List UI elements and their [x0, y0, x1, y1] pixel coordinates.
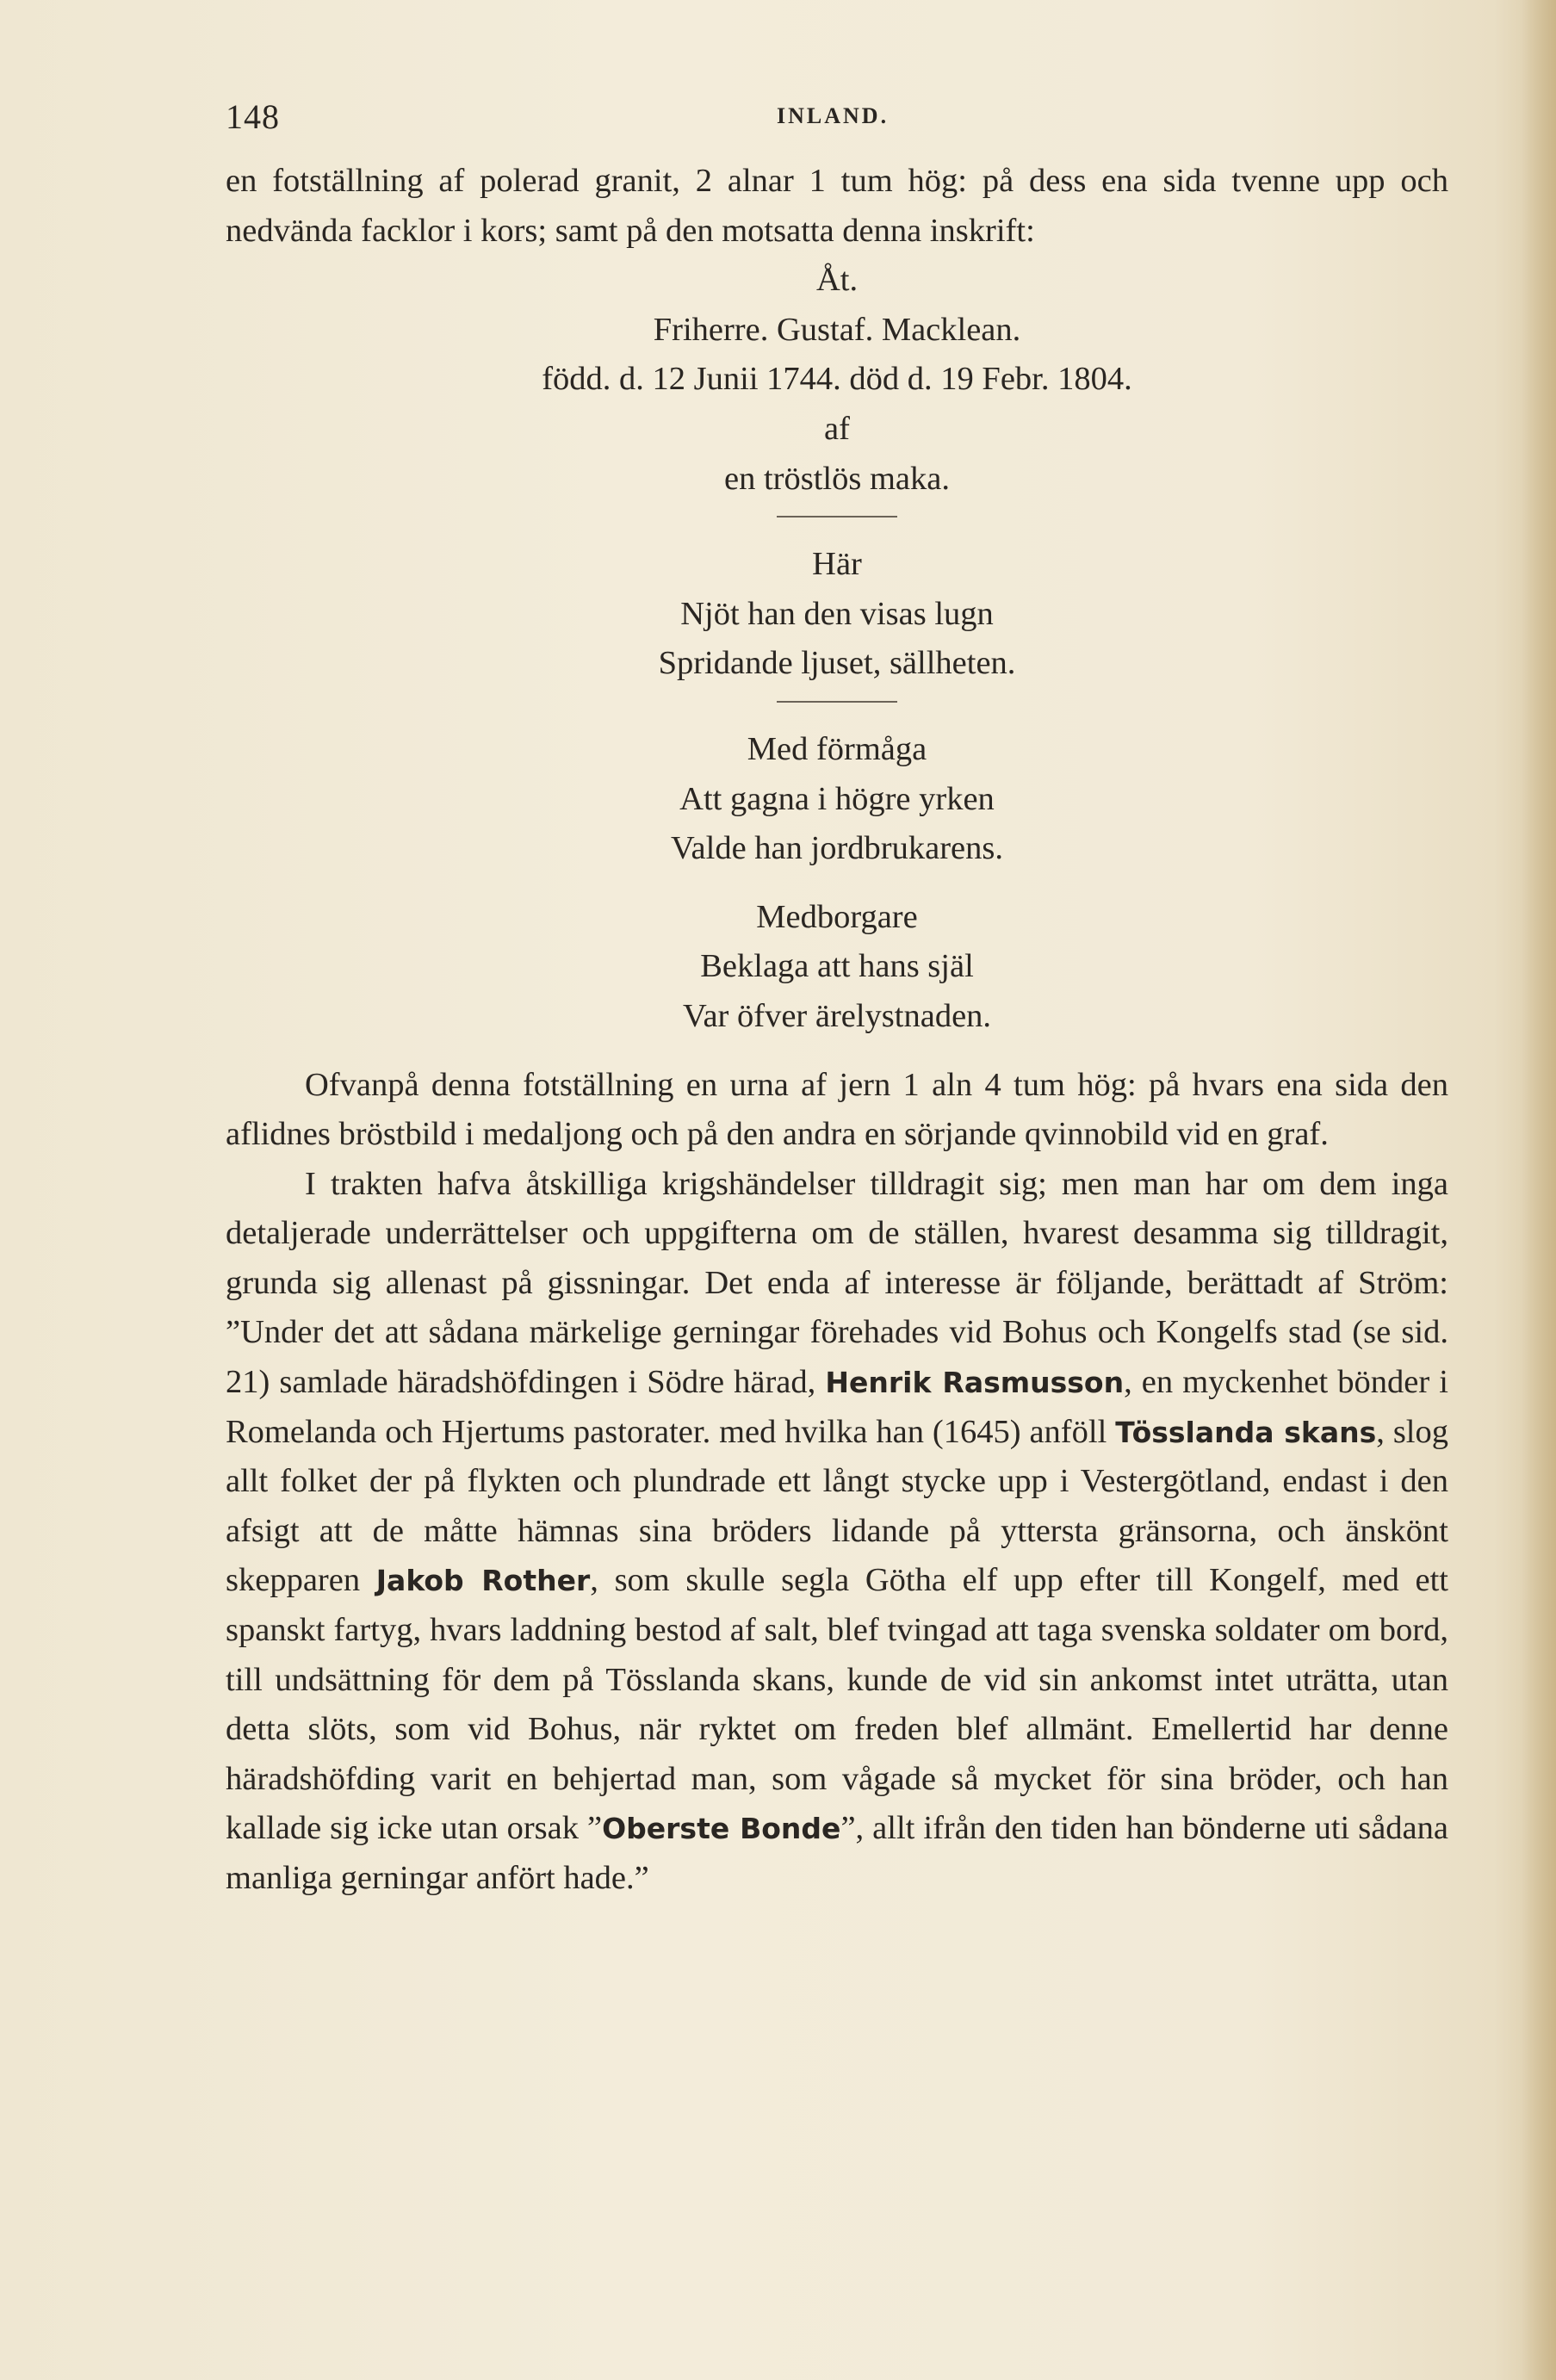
intro-paragraph: en fotställning af polerad granit, 2 alnar 1 tum hög: på dess ena sida tvenne upp och nedvända facklor i kors; samt på den motsatta denna inskrift:	[226, 163, 1448, 249]
inscription-line: Här	[812, 546, 862, 583]
place-name: Tösslanda skans	[1115, 1415, 1377, 1449]
paragraph-urn: Ofvanpå denna fotställning en urna af jern 1 aln 4 tum hög: på hvars ena sida den aflidnes bröstbild i medaljong och på den andra en sörjande qvinnobild vid en graf.	[226, 1066, 1448, 1153]
inscription-line: Spridande ljuset, sällheten.	[658, 645, 1016, 682]
inscription-block-verse-3	[226, 893, 1448, 1042]
divider-rule	[777, 516, 897, 518]
inscription-line: Friherre. Gustaf. Macklean.	[653, 311, 1021, 348]
person-name: Henrik Rasmusson	[825, 1366, 1125, 1400]
body-text: I trakten hafva åtskilliga krigshändelser tilldragit sig; men man har om dem inga detaljerade underrättelser och uppgifterna om de ställen, hvarest desamma sig tilldragit, grunda sig allenast på gissningar. Det enda af interesse är följande, berättadt af Ström: ”Under det att sådana märkelige gerningar förehades vid Bohus och Kongelfs stad (se sid. 21) samlade häradshöfdingen i Södre härad,	[226, 1165, 1448, 1401]
verse-gap	[226, 874, 1448, 893]
inscription-block-dedication	[226, 256, 1448, 504]
page-header	[226, 96, 1448, 148]
inscription-line: Medborgare	[756, 898, 918, 935]
body-text: ”, allt ifrån den tiden han bönderne uti sådana manliga gerningar anfört hade.”	[226, 1810, 1448, 1896]
inscription-line: Åt.	[815, 262, 859, 299]
verse-gap	[226, 1042, 1448, 1061]
body-text: , en myckenhet bönder i Romelanda och Hjertums pastorater. med hvilka han (1645) anföll	[226, 1364, 1449, 1450]
inscription-block-verse-2	[226, 725, 1448, 874]
inscription-line: Att gagna i högre yrken	[679, 780, 995, 817]
inscription-line: Valde han jordbrukarens.	[671, 830, 1003, 867]
inscription-line: Med förmåga	[747, 730, 927, 767]
inscription-line: Beklaga att hans själ	[700, 948, 974, 985]
inscription-block-verse-1	[226, 540, 1448, 689]
inscription	[226, 256, 1448, 1060]
page-number: 148	[226, 97, 280, 136]
page-edge-shadow	[1522, 0, 1556, 2380]
inscription-line: född. d. 12 Junii 1744. död d. 19 Febr. 1804.	[542, 361, 1132, 398]
divider-rule	[777, 701, 897, 703]
person-name: Jakob Rother	[375, 1564, 591, 1598]
nickname: Oberste Bonde	[602, 1812, 841, 1846]
inscription-line: Var öfver ärelystnaden.	[682, 997, 992, 1034]
body-text: , slog allt folket der på flykten och plundrade ett långt stycke upp i Vestergötland, endast i den afsigt att de måtte hämnas sina bröders lidande på yttersta gränsorna, och änskönt skepparen	[226, 1413, 1449, 1599]
paragraph-war-events	[226, 1160, 1448, 1904]
running-head: INLAND.	[777, 103, 890, 128]
inscription-line: af	[824, 410, 850, 447]
body-text: , som skulle segla Götha elf upp efter till Kongelf, med ett spanskt fartyg, hvars laddning bestod af salt, blef tvingad att taga svenska soldater om bord, till undsättning för dem på Tösslanda skans, kunde de vid sin ankomst intet uträtta, utan detta slöts, som vid Bohus, när ryktet om freden blef allmänt. Emellertid har denne häradshöfding varit en behjertad man, som vågade så mycket för sina bröder, och han kallade sig icke utan orsak ”	[226, 1562, 1449, 1847]
inscription-line: Njöt han den visas lugn	[680, 595, 994, 632]
inscription-line: en tröstlös maka.	[724, 460, 950, 497]
page-content	[226, 157, 1448, 1904]
